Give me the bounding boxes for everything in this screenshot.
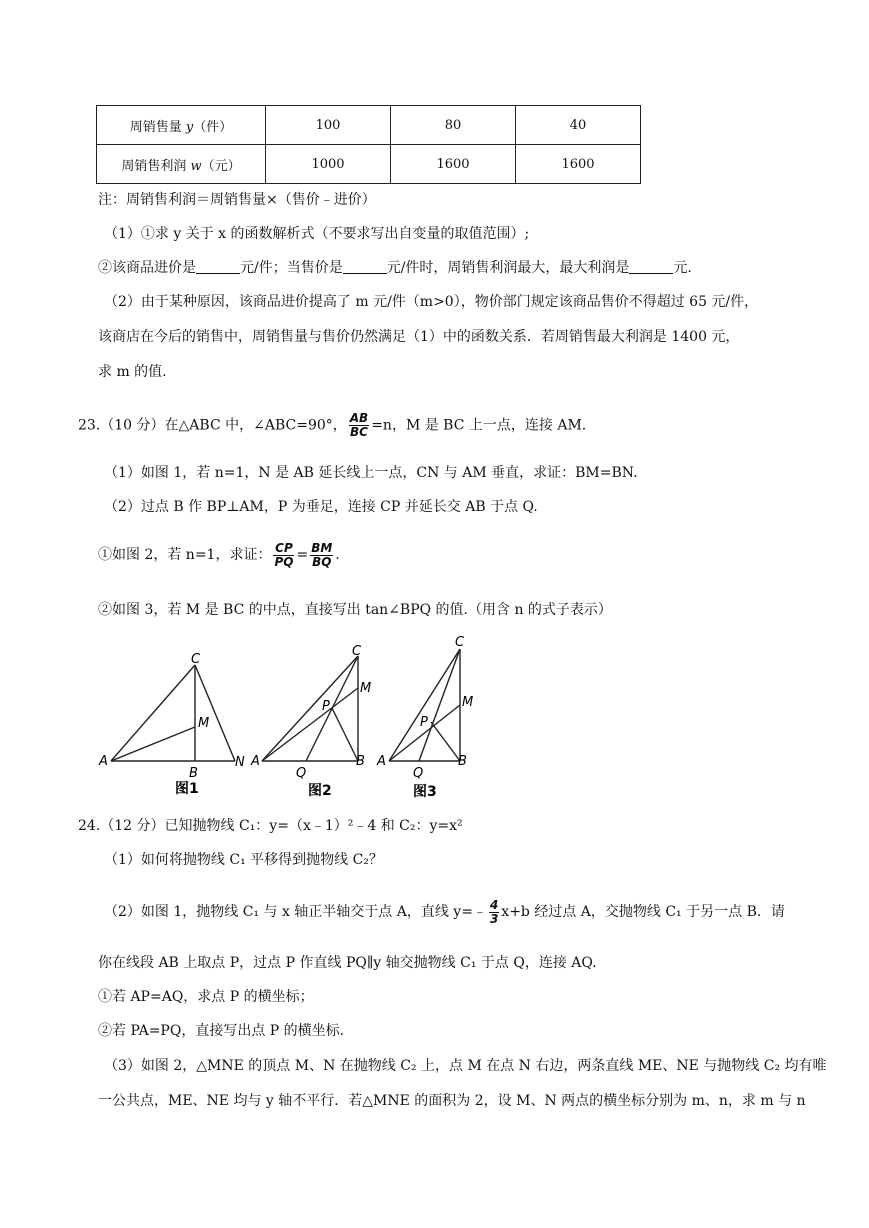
table-note: 注：周销售利润＝周销售量×（售价﹣进价） [98, 192, 376, 208]
fraction-cp-pq: $\frac{CP}{PQ}$ [274, 540, 294, 569]
point-label: M [462, 695, 474, 710]
point-label: A [99, 754, 108, 769]
table-cell: 100 [266, 106, 391, 145]
figure-caption: 图1 [175, 781, 199, 797]
point-label: M [360, 681, 372, 696]
table-header-cell: 周销售利润 w（元） [97, 145, 266, 184]
fraction-ab-bc: $\frac{AB}{BC}$ [349, 411, 369, 439]
answer-blank [196, 259, 240, 274]
q22-part2-line1: （2）由于某种原因，该商品进价提高了 m 元/件（m>0），物价部门规定该商品售价不得超过 65 元/件， [104, 294, 759, 310]
figure-3 [373, 630, 483, 802]
table-cell: 40 [516, 106, 641, 145]
table-row [97, 145, 641, 184]
q24-part2-line1: （2）如图 1，抛物线 C₁ 与 x 轴正半轴交于点 A，直线 y=﹣ $\frac{4}{3}$ x+b 经过点 A，交抛物线 C₁ 于另一点 B．请 [104, 897, 785, 926]
fraction-4-3: $\frac{4}{3}$ [489, 897, 499, 926]
point-label: C [352, 644, 362, 659]
q22-part1-b: ②该商品进价是 元/件；当售价是 元/件时，周销售利润最大，最大利润是 元. [98, 260, 692, 276]
figure-caption: 图2 [308, 783, 332, 799]
table-row [97, 106, 641, 145]
figure-2 [250, 640, 380, 802]
q24-part2b: ②若 PA=PQ，直接写出点 P 的横坐标. [98, 1023, 345, 1039]
sales-table [96, 105, 641, 184]
table-header-cell: 周销售量 y（件） [97, 106, 266, 145]
q24-part3-line2: 一公共点，ME、NE 均与 y 轴不平行．若△MNE 的面积为 2，设 M、N 两点的横坐标分别为 m、n，求 m 与 n [98, 1093, 806, 1109]
figure-caption: 图3 [413, 784, 437, 800]
q23-part2a: ①如图 2，若 n=1，求证： $\frac{CP}{PQ}$ = $\frac{BM}{BQ}$ . [98, 540, 340, 569]
point-label: M [198, 716, 210, 731]
q24-part1: （1）如何将抛物线 C₁ 平移得到抛物线 C₂？ [104, 852, 383, 868]
q23-part2: （2）过点 B 作 BP⊥AM，P 为垂足，连接 CP 并延长交 AB 于点 Q. [104, 499, 538, 515]
q24-part3-line1: （3）如图 2，△MNE 的顶点 M、N 在抛物线 C₂ 上，点 M 在点 N 右边，两条直线 ME、NE 与抛物线 C₂ 均有唯 [104, 1058, 827, 1074]
q24-part2a: ①若 AP=AQ，求点 P 的横坐标； [98, 989, 314, 1005]
point-label: B [189, 766, 198, 781]
table-cell: 1000 [266, 145, 391, 184]
point-label: P [322, 699, 330, 714]
point-label: C [191, 652, 201, 667]
point-label: A [377, 754, 386, 769]
table-cell: 80 [391, 106, 516, 145]
point-label: C [455, 635, 465, 650]
point-label: B [458, 754, 467, 769]
q23-part2b: ②如图 3，若 M 是 BC 的中点，直接写出 tan∠BPQ 的值.（用含 n 的式子表示） [98, 602, 612, 618]
q23-part1: （1）如图 1，若 n=1，N 是 AB 延长线上一点，CN 与 AM 垂直，求证：BM=BN. [104, 465, 638, 481]
fraction-bm-bq: $\frac{BM}{BQ}$ [311, 540, 333, 569]
point-label: Q [296, 766, 307, 781]
point-label: B [356, 754, 365, 769]
point-label: A [251, 754, 260, 769]
point-label: N [235, 755, 245, 770]
figure-1 [95, 645, 255, 800]
table-cell: 1600 [391, 145, 516, 184]
point-label: Q [413, 766, 424, 781]
q23-heading: 23.（10 分）在△ABC 中，∠ABC=90°， $\frac{AB}{BC}$ =n，M 是 BC 上一点，连接 AM. [78, 411, 587, 439]
answer-blank [343, 259, 387, 274]
table-cell: 1600 [516, 145, 641, 184]
point-label: P [420, 715, 428, 730]
q22-part2-line2: 该商店在今后的销售中，周销售量与售价仍然满足（1）中的函数关系．若周销售最大利润是 1400 元， [98, 329, 740, 345]
answer-blank [629, 259, 673, 274]
q22-part1-a: （1）①求 y 关于 x 的函数解析式（不要求写出自变量的取值范围）; [104, 226, 530, 242]
q22-part2-line3: 求 m 的值. [98, 364, 167, 380]
q24-heading: 24.（12 分）已知抛物线 C₁：y=（x﹣1）²﹣4 和 C₂：y=x² [78, 818, 463, 834]
q24-part2-line2: 你在线段 AB 上取点 P，过点 P 作直线 PQ∥y 轴交抛物线 C₁ 于点 Q，连接 AQ. [98, 955, 597, 971]
